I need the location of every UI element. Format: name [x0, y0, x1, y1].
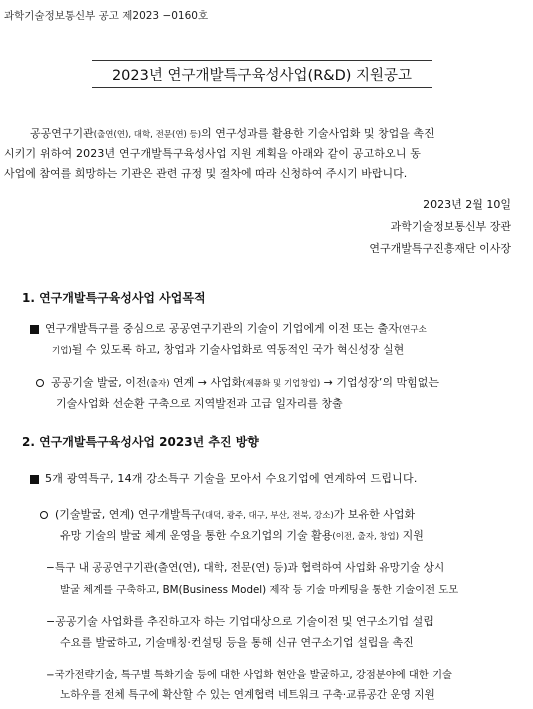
item-text: 지원: [399, 529, 424, 542]
item-small-text: (대덕, 광주, 대구, 부산, 전북, 강소): [201, 511, 334, 521]
item-small-text: 기업): [52, 346, 72, 356]
item-small-text: (출자): [146, 379, 170, 389]
item-text: (기술발굴, 연계) 연구개발특구: [55, 508, 202, 521]
item-text: 연구개발특구를 중심으로 공공연구기관의 기술이 기업에게 이전 또는 출자: [45, 322, 399, 335]
intro-line-3: 사업에 참여를 희망하는 기관은 관련 규정 및 절차에 따라 신청하여 주시기 바랍니다.: [4, 167, 408, 180]
item-text: → 기업성장’의 막힘없는: [320, 376, 439, 389]
intro-text: 의 연구성과를 활용한 기술사업화 및 창업을 촉진: [201, 127, 435, 140]
square-bullet-icon: [30, 475, 39, 484]
item-small-text: (제품화 및 기업창업): [242, 379, 321, 389]
section-1-item-2: [36, 374, 439, 390]
document-title: [92, 60, 432, 88]
intro-line-2: 시키기 위하여 2023년 연구개발특구육성사업 지원 계획을 아래와 같이 공고하오니 동: [4, 147, 422, 160]
item-text: 될 수 있도록 하고, 창업과 기술사업화로 역동적인 국가 혁신성장 실현: [71, 343, 405, 356]
square-bullet-icon: [30, 325, 39, 334]
intro-small-text: (출연(연), 대학, 전문(연) 등): [93, 130, 202, 140]
section-1-item-1: [30, 320, 427, 336]
notice-number: 과학기술정보통신부 공고 제2023 −0160호: [4, 10, 209, 22]
section-2-dash-1: −특구 내 공공연구기관(출연(연), 대학, 전문(연) 등)과 협력하여 사업화 유망기술 상시: [46, 562, 445, 574]
document-title-text: 2023년 연구개발특구육성사업(R&D) 지원공고: [111, 67, 413, 84]
item-text: 가 보유한 사업화: [333, 508, 416, 521]
item-text: 연계 → 사업화: [169, 376, 243, 389]
section-2-item-1: [30, 470, 418, 486]
signature-minister: 과학기술정보통신부 장관: [390, 220, 511, 233]
section-2-dash-2-cont: 수요를 발굴하고, 기술매칭·컨설팅 등을 통해 신규 연구소기업 설립을 촉진: [60, 636, 414, 649]
section-1-item-2-cont: 기술사업화 선순환 구축으로 지역발전과 고급 일자리를 창출: [56, 397, 343, 410]
item-small-text: (이전, 출자, 창업): [332, 532, 400, 542]
section-2-dash-3: −국가전략기술, 특구별 특화기술 등에 대한 사업화 현안을 발굴하고, 강점분야에 대한 기술: [46, 669, 452, 681]
item-text: 유망 기술의 발굴 체계 운영을 통한 수요기업의 기술 활용: [60, 529, 333, 542]
circle-bullet-icon: [40, 511, 48, 519]
section-2-sub-1: [40, 506, 415, 522]
item-small-text: (연구소: [398, 325, 427, 335]
signature-date: 2023년 2월 10일: [423, 198, 511, 211]
section-2-heading: 2. 연구개발특구육성사업 2023년 추진 방향: [22, 435, 259, 449]
intro-line-1: [30, 125, 533, 141]
item-text: 공공기술 발굴, 이전: [51, 376, 147, 389]
circle-bullet-icon: [36, 379, 44, 387]
section-2-dash-1-cont: 발굴 체계를 구축하고, BM(Business Model) 제작 등 기술 마케팅을 통한 기술이전 도모: [60, 584, 459, 596]
intro-text: 공공연구기관: [30, 127, 94, 140]
section-2-sub-1-cont: [60, 527, 424, 543]
section-1-heading: 1. 연구개발특구육성사업 사업목적: [22, 291, 206, 305]
section-2-dash-2: −공공기술 사업화를 추진하고자 하는 기업대상으로 기술이전 및 연구소기업 설립: [46, 615, 434, 628]
signature-foundation: 연구개발특구진흥재단 이사장: [369, 242, 511, 255]
item-text: 5개 광역특구, 14개 강소특구 기술을 모아서 수요기업에 연계하여 드립니다.: [45, 472, 418, 485]
section-2-dash-3-cont: 노하우를 전체 특구에 확산할 수 있는 연계협력 네트워크 구축·교류공간 운영 지원: [60, 689, 435, 701]
section-1-item-1-cont: [52, 341, 404, 357]
